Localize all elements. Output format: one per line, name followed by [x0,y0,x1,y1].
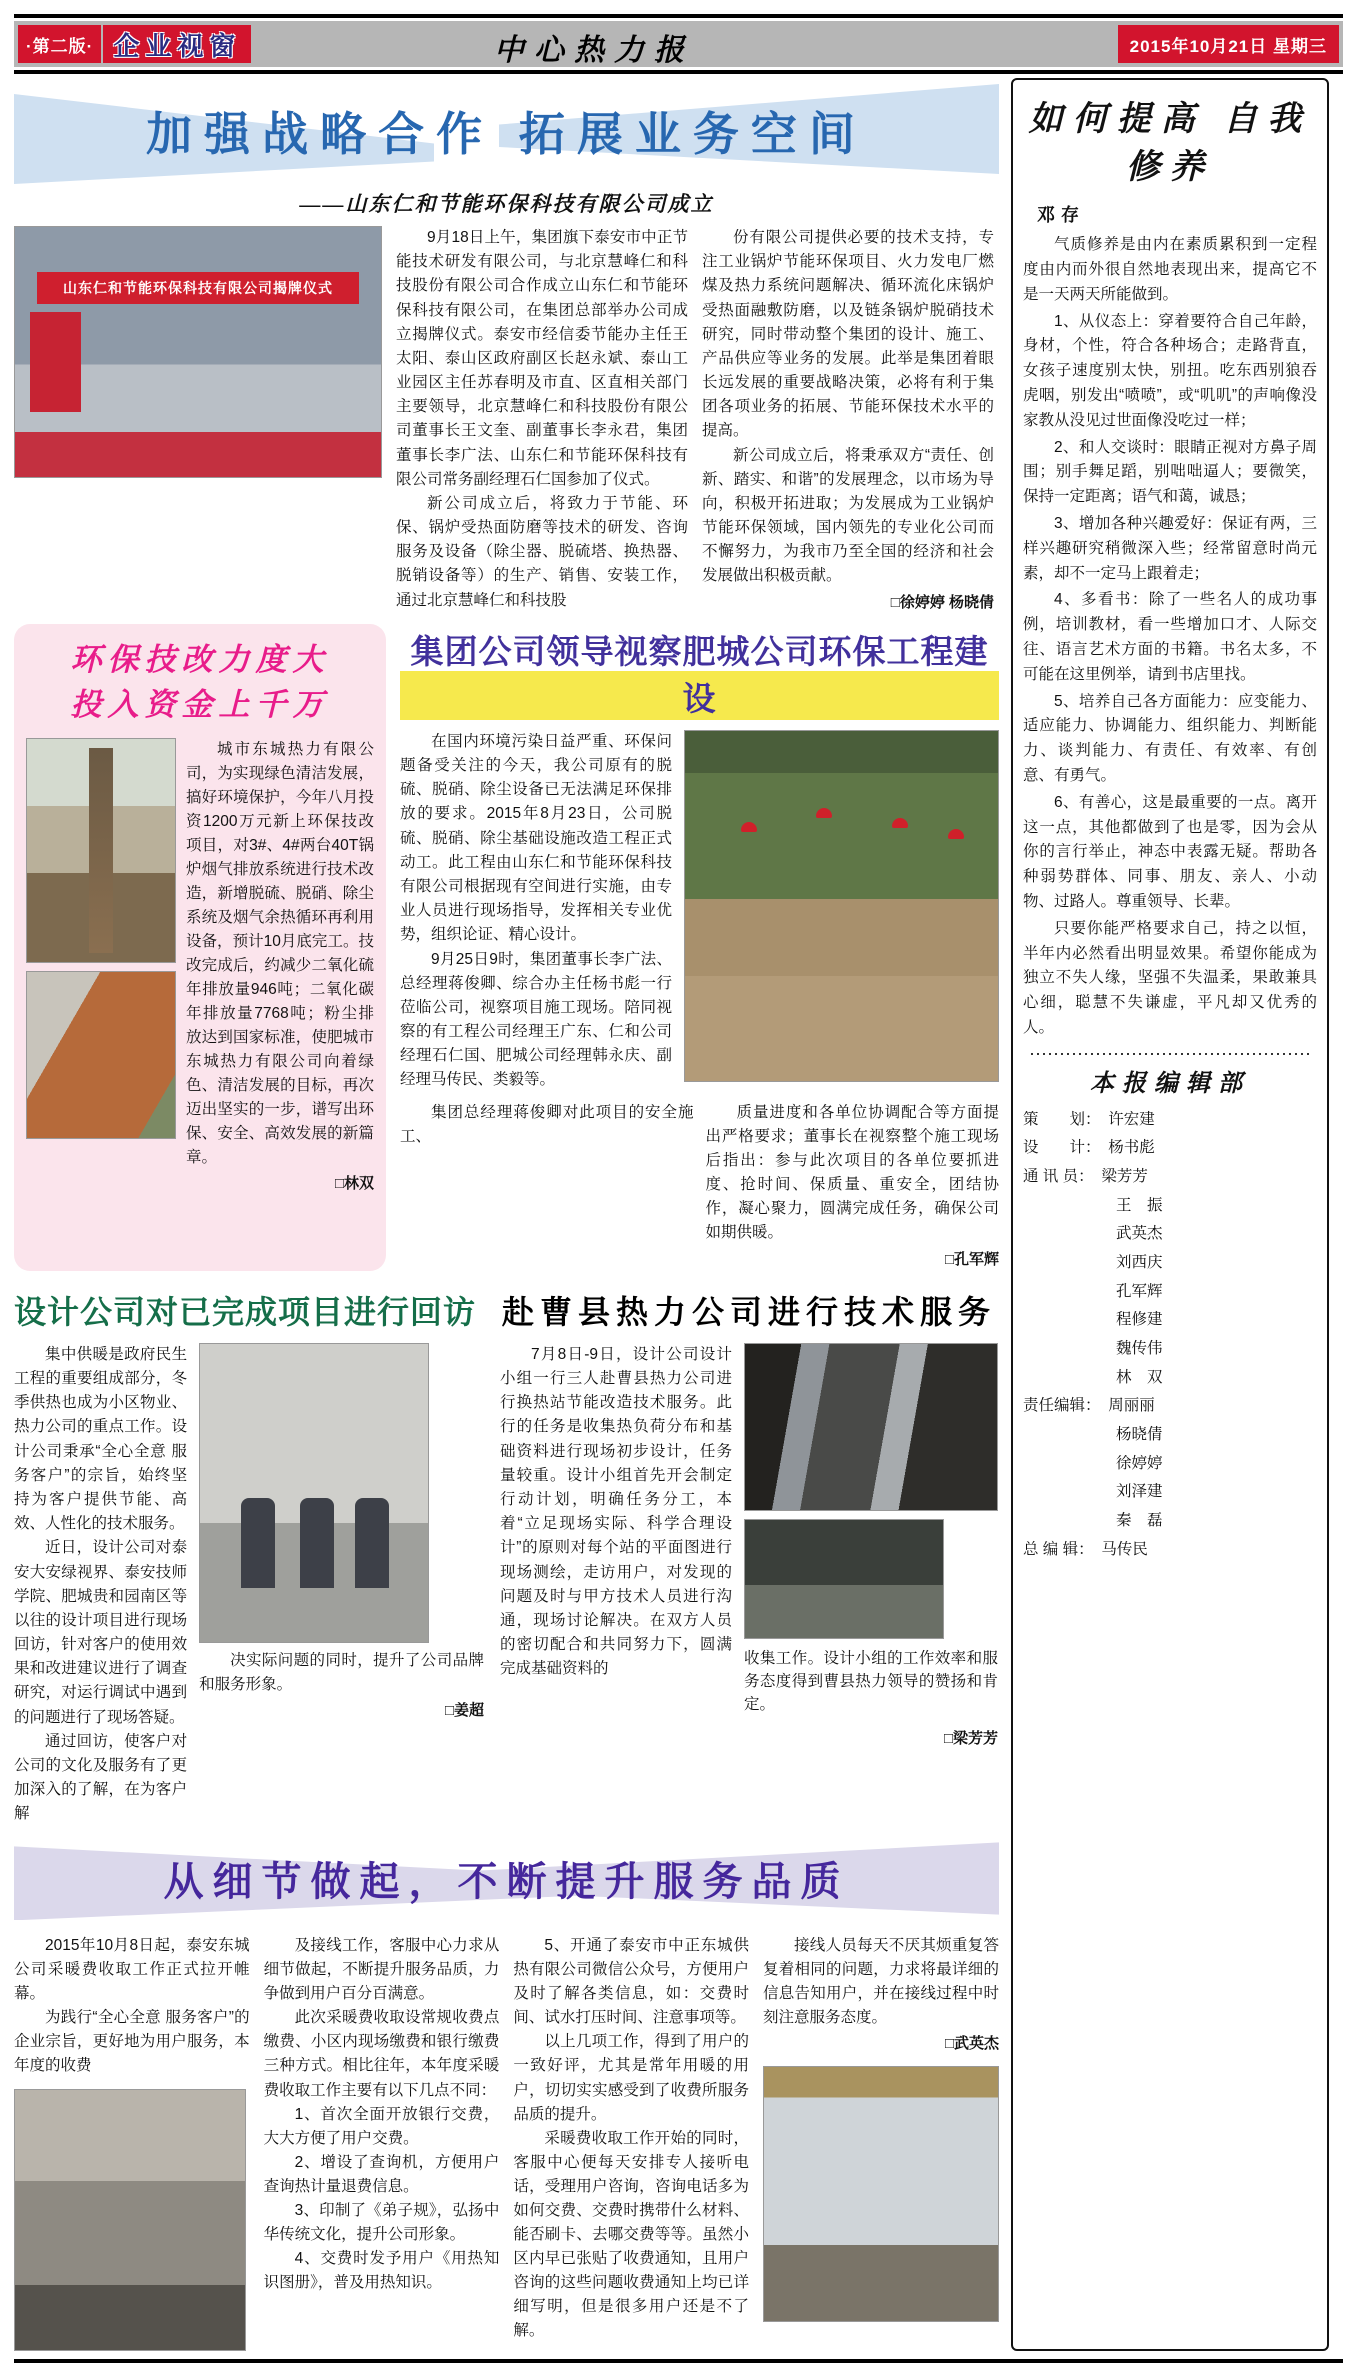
helmet-icon [948,829,964,839]
article1-col2-text: 份有限公司提供必要的技术支持，专注工业锅炉节能环保项目、火力发电厂燃煤及热力系统问题解决、循环流化床锅炉受热面融敷防磨，以及链条锅炉脱硝技术研究，同时带动整个集团的设计、施工、产品供应等业务的发展。此举是集团着眼长远发展的重要战略决策，必将有利于集团各项业务的拓展、节能环保技术水平的提高。 新公司成立后，将秉承双方“责任、创新、踏实、和谐”的发展理念，以市场为导向，积极开拓进取；为发展成为工业锅炉节能环保领域，国内领先的专业化公司而不懈努力，为我市乃至全国的经济和社会发展做出积极贡献。 [702,229,994,585]
article1-subtitle: ——山东仁和节能环保科技有限公司成立 [299,192,714,216]
article1-col1: 9月18日上午，集团旗下泰安市中正节能技术研发有限公司，与北京慧峰仁和科技股份有限公司合作成立山东仁和节能环保科技有限公司，在集团总部举办公司成立揭牌仪式。泰安市经信委节能办主任王太阳、泰山区政府副区长赵永斌、泰山工业园区主任苏春明及市直、区直相关部门主要领导，北京慧峰仁和科技股份有限公司董事长王文奎、副董事长李永君，集团董事长李广法、山东仁和节能环保科技有限公司常务副经理石仁国参加了仪式。 新公司成立后，将致力于节能、环保、锅炉受热面防磨等技术的研发、咨询服务及设备（除尘器、脱硫塔、换热器、脱销设备等）的生产、销售、安装工作，通过北京慧峰仁和科技股 [396,229,688,609]
person-figure [300,1498,334,1588]
dust-collector-photo [26,971,176,1139]
tech-upgrade-box [14,624,386,1271]
article1-col2 [702,226,994,614]
revisit-photo [199,1343,429,1643]
tech-upgrade-title-line2: 投入资金上千万 [70,686,330,722]
masthead [14,21,1343,67]
bottom-rule [14,2359,1343,2363]
ceremony-banner-text: 山东仁和节能环保科技有限公司揭牌仪式 [37,272,359,304]
notice-board-photo [763,2066,999,2322]
revisit-article [14,1283,484,1826]
edition-label: ·第二版· [18,25,101,63]
ceremony-backdrop [30,312,81,412]
site-inspection-photo [684,730,999,1082]
main-column [14,78,999,2351]
revisit-title: 设计公司对已完成项目进行回访 [14,1293,477,1330]
person-figure [241,1498,275,1588]
paper-title: 中心热力报 [494,34,694,67]
inspection-title [400,626,999,720]
service-col3: 5、开通了泰安市中正东城供热有限公司微信公众号，方便用户及时了解各类信息，如：交费时间、试水打压时间、注意事项等。 以上几项工作，得到了用户的一致好评，尤其是常年用暖的用户，切切实实感受到了收费所服务品质的提升。 采暖费收取工作开始的同时，客服中心便每天安排专人接听电话，受理用户咨询，咨询电话多为如何交费、交费时携带什么材料、能否刷卡、去哪交费等等。虽然小区内早已张贴了收费通知，且用户咨询的这些问题收费通知上均已详细写明，但是很多用户还是不了解。 [513,1937,750,2339]
editor-box-title: 本报编辑部 [1090,1070,1250,1097]
section-label-text: 企业视窗 [113,31,242,61]
inspection-title-text: 集团公司领导视察肥城公司环保工程建设 [400,626,999,720]
service-byline: □武英杰 [944,2035,1000,2053]
sidebar-divider [1029,1053,1311,1055]
caoxian-byline: □梁芳芳 [943,1729,998,1747]
date-label: 2015年10月21日 星期三 [1118,25,1339,63]
sidebar-column [1011,78,1329,2351]
article1-body [14,226,999,614]
tech-upgrade-title [26,638,374,728]
service-col1-text: 2015年10月8日起，泰安东城公司采暖费收取工作正式拉开帷幕。 为践行“全心全意 服务客户”的企业宗旨，更好地为用户服务，本年度的收费 [14,1937,250,2075]
pipes-photo [744,1343,998,1511]
helmet-icon [741,822,757,832]
inspection-article [400,624,999,1271]
editor-credits: 策 划： 许宏建 设 计： 杨书彪 通 讯 员： 梁芳芳 王 振 武英杰 刘西庆 孔军辉 程修建 魏传伟 林 双 责任编辑： 周丽丽 杨晓倩 徐婷婷 刘泽建 秦 磊 总 编 辑： 马传民 [1023,1110,1163,1558]
revisit-cont: 决实际问题的同时，提升了公司品牌和服务形象。 [199,1651,484,1694]
sidebar-title: 如何提高 自我修养 [1028,101,1312,186]
revisit-byline: □姜超 [444,1702,484,1720]
tech-upgrade-text [186,738,374,1196]
caoxian-title: 赴曹县热力公司进行技术服务 [501,1293,996,1330]
helmet-icon [816,808,832,818]
caoxian-caption: 收集工作。设计小组的工作效率和服务态度得到曹县热力领导的赞扬和肯定。 [744,1649,998,1714]
tech-upgrade-photos [26,738,176,1196]
service-col1 [14,1934,250,2350]
helmet-icon [892,818,908,828]
sidebar-author: 邓存 [1037,205,1085,226]
chimney-photo [26,738,176,963]
service-col4 [763,1934,999,2350]
inspection-col1: 在国内环境污染日益严重、环保问题备受关注的今天，我公司原有的脱硫、脱硝、除尘设备已无法满足环保排放的要求。2015年8月23日，公司脱硫、脱硝、除尘基础设施改造工程正式动工。此工程由山东仁和节能环保科技有限公司根据现有空间进行实施，由专业人员进行现场指导，发挥相关专业优势，组织论证、精心设计。 9月25日9时，集团董事长李广法、总经理蒋俊卿、综合办主任杨书彪一行莅临公司，视察项目施工现场。陪同视察的有工程公司经理王广东、仁和公司经理石仁国、肥城公司经理韩永庆、副经理马传民、类毅等。 [400,732,672,1089]
payment-office-photo [14,2089,246,2351]
caoxian-col1: 7月8日-9日，设计公司设计小组一行三人赴曹县热力公司进行换热站节能改造技术服务。此行的任务是收集热负荷分布和基础资料进行现场初步设计，任务量较重。设计小组首先开会制定行动计划，明确任务分工，本着“立足现场实际、科学合理设计”的原则对每个站的平面图进行现场测绘，走访用户，对发现的问题及时与甲方技术人员进行沟通，现场讨论解决。在双方人员的密切配合和共同努力下，圆满完成基础资料的 [500,1345,732,1678]
service-article-banner [14,1840,999,1924]
inspection-byline: □孔军辉 [944,1250,999,1268]
person-figure [355,1498,389,1588]
sidebar-body: 气质修养是由内在素质累积到一定程度由内而外很自然地表现出来，提高它不是一天两天所能做到。 1、从仪态上：穿着要符合自己年龄，身材，个性，符合各种场合；走路背直，女孩子速度别太快，别扭。吃东西别狼吞虎咽，别发出“喷喷”，或“叽叽”的声响像没家教从没见过世面像没吃过一样； 2、和人交谈时：眼睛正视对方鼻子周围；别手舞足蹈，别咄咄逼人；要微笑，保持一定距离；语气和蔼，诚恳； 3、增加各种兴趣爱好：保证有两，三样兴趣研究稍微深入些；经常留意时尚元素，却不一定马上跟着走； 4、多看书：除了一些名人的成功事例，培训教材，看一些增加口才、人际交往、语言艺术方面的书籍。书名太多，不可能在这里例举，请到书店里找。 5、培养自己各方面能力：应变能力、适应能力、协调能力、组织能力、判断能力、谈判能力、有责任、有效率、有创意、有勇气。 6、有善心，这是最重要的一点。离开这一点，其他都做到了也是零，因为会从你的言行举止，神态中表露无疑。帮助各种弱势群体、同事、朋友、亲人、小动物、过路人。尊重领导、长辈。 只要你能严格要求自己，持之以恒，半年内必然看出明显效果。希望你能成为独立不失人缘，坚强不失温柔，果敢兼具心细，聪慧不失谦虚，平凡却又优秀的人。 [1023,236,1317,1036]
tech-upgrade-paragraphs: 城市东城热力有限公司，为实现绿色清洁发展，搞好环境保护，今年八月投资1200万元新上环保技改项目，对3#、4#两台40T锅炉烟气排放系统进行技术改造，新增脱硫、脱硝、除尘系统及烟气余热循环再利用设备，预计10月底完工。技改完成后，约减少二氧化硫年排放量946吨；二氧化碳年排放量7768吨；粉尘排放达到国家标准，使肥城市东城热力有限公司向着绿色、清洁发展的目标，再次迈出坚实的一步，谱写出环保、安全、高效发展的新篇章。 [186,740,374,1167]
article1-banner [14,84,999,184]
caoxian-right [744,1343,998,1748]
inspection-cont2-text: 质量进度和各单位协调配合等方面提出严格要求；董事长在视察整个施工现场后指出：参与此次项目的各单位要抓进度、抢时间、保质量、重安全，团结协作，凝心聚力，圆满完成任务，确保公司如期供暖。 [705,1103,999,1242]
section-label [103,25,251,63]
inspection-cont1: 集团总经理蒋俊卿对此项目的安全施工、 [400,1103,694,1145]
inspection-cont2 [706,1101,1000,1271]
top-rule [14,14,1343,18]
revisit-right [199,1343,484,1826]
tech-upgrade-byline: □林双 [334,1175,374,1193]
service-article-headline: 从细节做起，不断提升服务品质 [163,1860,850,1905]
article1-headline: 加强战略合作 拓展业务空间 [146,108,867,160]
service-col4-text: 接线人员每天不厌其烦重复答复着相同的问题，力求将最详细的信息告知用户，并在接线过程中时刻注意服务态度。 [763,1937,1000,2027]
tech-upgrade-title-line1: 环保技改力度大 [70,641,330,677]
article1-byline: □徐婷婷 杨晓倩 [890,593,994,611]
survey-crew-photo [744,1519,944,1639]
chimney-stack [89,748,113,953]
revisit-col1: 集中供暖是政府民生工程的重要组成部分，冬季供热也成为小区物业、热力公司的重点工作。设计公司秉承“全心全意 服务客户”的宗旨，始终坚持为客户提供节能、高效、人性化的技术服务。 近日，设计公司对泰安大安绿视界、泰安技师学院、肥城贵和园南区等以往的设计项目进行现场回访，针对客户的使用效果和改进建议进行了调查研究，对运行调试中遇到的问题进行了现场答疑。 通过回访，使客户对公司的文化及服务有了更加深入的了解，在为客户解 [14,1345,188,1823]
ceremony-photo [14,226,382,478]
caoxian-article [500,1283,998,1826]
service-col2: 及接线工作，客服中心力求从细节做起，不断提升服务品质，力争做到用户百分百满意。 此次采暖费收取设常规收费点缴费、小区内现场缴费和银行缴费三种方式。相比往年，本年度采暖费收取工作主要有以下几点不同： 1、首次全面开放银行交费，大大方便了用户交费。 2、增设了查询机，方便用户查询热计量退费信息。 3、印制了《弟子规》，弘扬中华传统文化，提升公司形象。 4、交费时发予用户《用热知识图册》，普及用热知识。 [263,1937,500,2291]
masthead-bottom-rule [14,70,1343,74]
